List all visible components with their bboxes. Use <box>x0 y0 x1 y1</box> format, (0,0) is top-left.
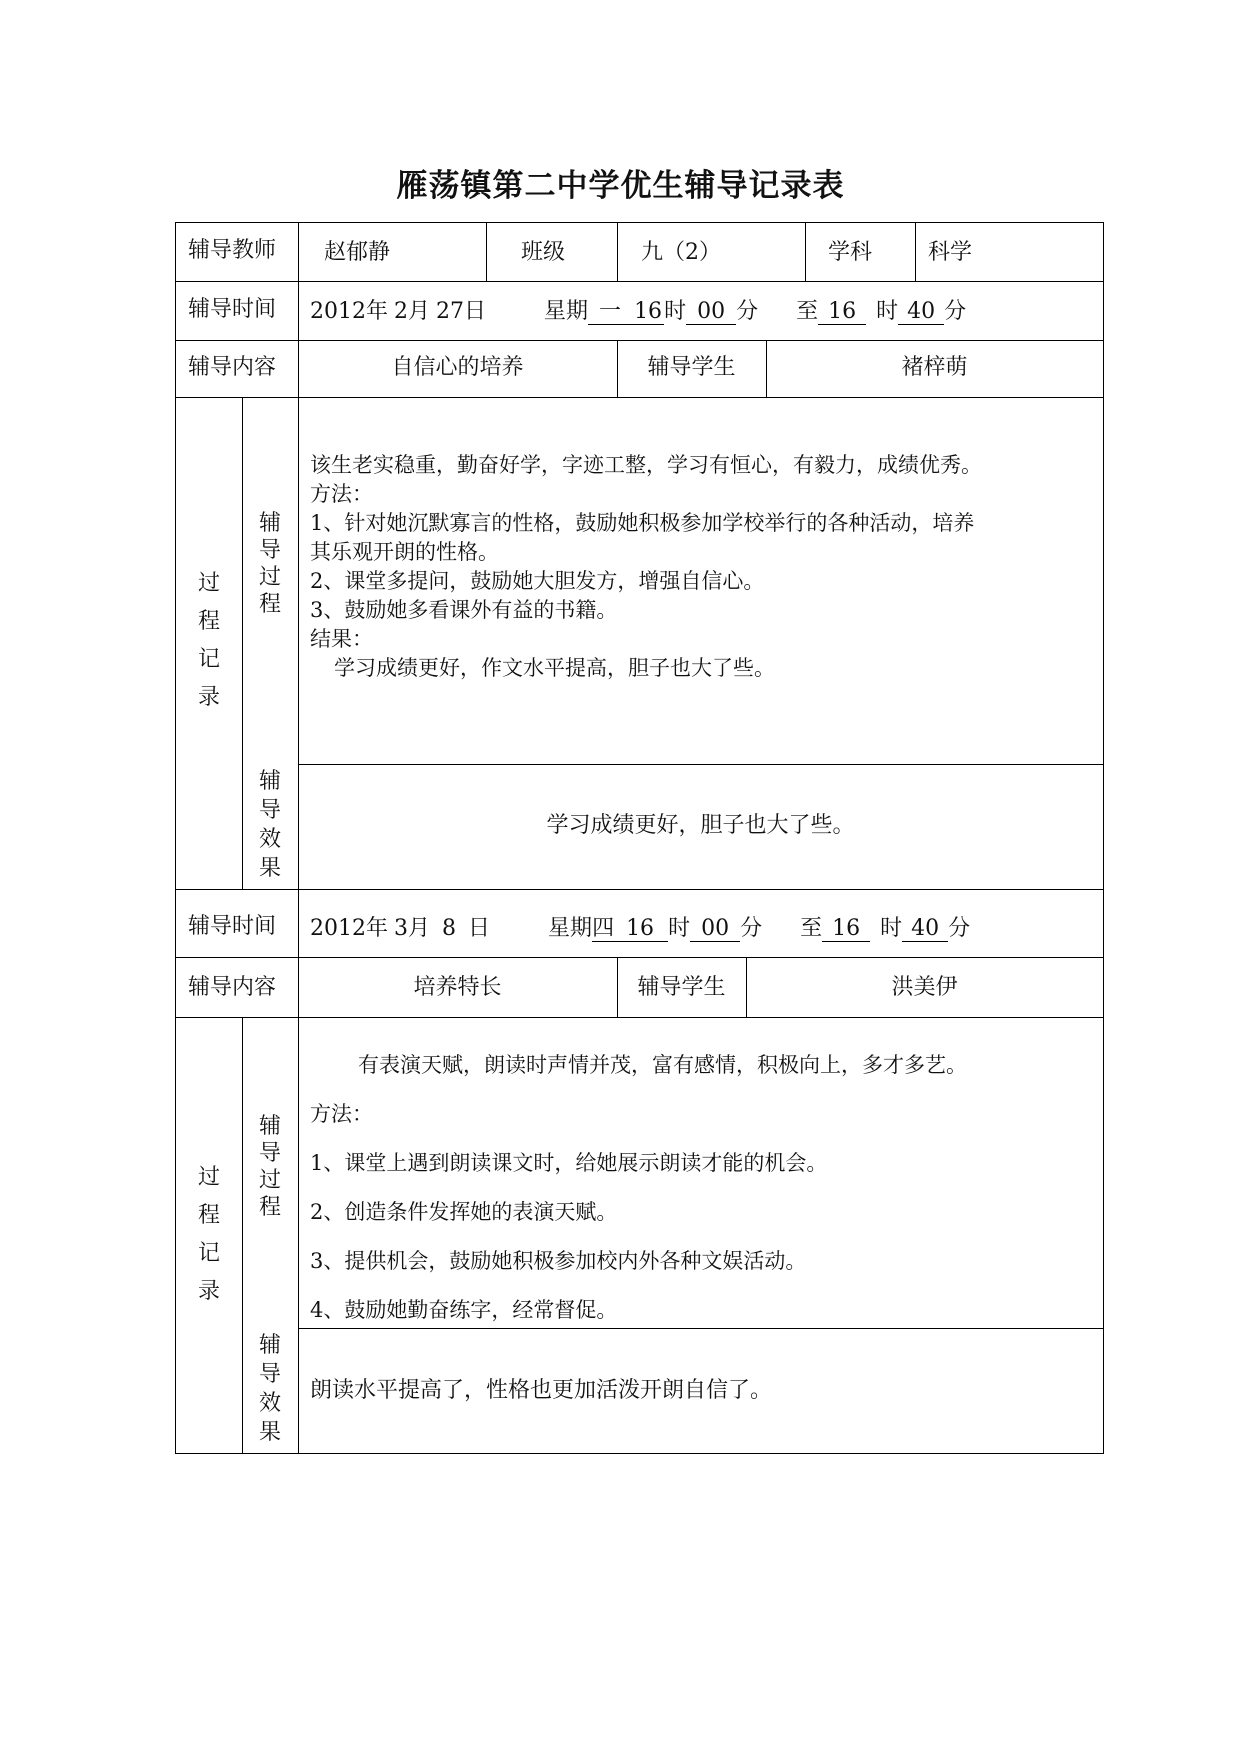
time-label: 辅导时间 <box>188 914 277 939</box>
effect-label: 辅 导 效 果 <box>258 1333 281 1445</box>
content-label: 辅导内容 <box>188 975 277 1000</box>
class-value: 九（2） <box>641 240 721 265</box>
subject-label: 学科 <box>828 240 873 265</box>
subject-value: 科学 <box>928 240 973 265</box>
session-1-process: 该生老实稳重，勤奋好学，字迹工整，学习有恒心，有毅力，成绩优秀。 方法： 1、针对她沉默寡言的性格，鼓励她积极参加学校举行的各种活动，培养 其乐观开朗的性格。 2、课堂多提问，鼓励她大胆发方，增强自信心。 3、鼓励她多看课外有益的书籍。 结果： 学习成绩更好，作文水平提高，胆子也大了些。 <box>310 453 982 680</box>
session-1-student: 褚梓萌 <box>901 355 968 380</box>
teacher-name: 赵郁静 <box>324 240 391 265</box>
process-label: 辅 导 过 程 <box>258 1114 281 1220</box>
effect-label: 辅 导 效 果 <box>258 769 281 881</box>
process-label: 辅 导 过 程 <box>258 511 281 617</box>
class-label: 班级 <box>521 240 566 265</box>
session-2-effect: 朗读水平提高了，性格也更加活泼开朗自信了。 <box>310 1378 773 1403</box>
process-record-label: 过 程 记 录 <box>197 571 220 710</box>
record-table <box>175 222 1104 1454</box>
content-label: 辅导内容 <box>188 355 277 380</box>
time-label: 辅导时间 <box>188 297 277 322</box>
session-2-content: 培养特长 <box>413 975 502 1000</box>
student-label: 辅导学生 <box>647 355 736 380</box>
session-1-content: 自信心的培养 <box>391 355 524 380</box>
session-2-process: 有表演天赋，朗读时声情并茂，富有感情，积极向上，多才多艺。 方法： 1、课堂上遇到朗读课文时，给她展示朗读才能的机会。 2、创造条件发挥她的表演天赋。 3、提供机会，鼓励她积极参加校内外各种文娱活动。 4、鼓励她勤奋练字，经常督促。 <box>310 1053 967 1322</box>
session-1-datetime: 2012年 2月 27日 星期 一 16时 00 分 至 16 时 40 分 <box>310 299 967 324</box>
process-record-label: 过 程 记 录 <box>197 1165 220 1304</box>
student-label: 辅导学生 <box>637 975 726 1000</box>
session-2-datetime: 2012年 3月 8 日 星期四 16 时 00 分 至 16 时 40 分 <box>310 916 971 941</box>
page-title: 雁荡镇第二中学优生辅导记录表 <box>396 168 845 204</box>
session-1-effect: 学习成绩更好，胆子也大了些。 <box>546 813 855 838</box>
session-2-student: 洪美伊 <box>891 975 958 1000</box>
teacher-label: 辅导教师 <box>188 238 277 263</box>
